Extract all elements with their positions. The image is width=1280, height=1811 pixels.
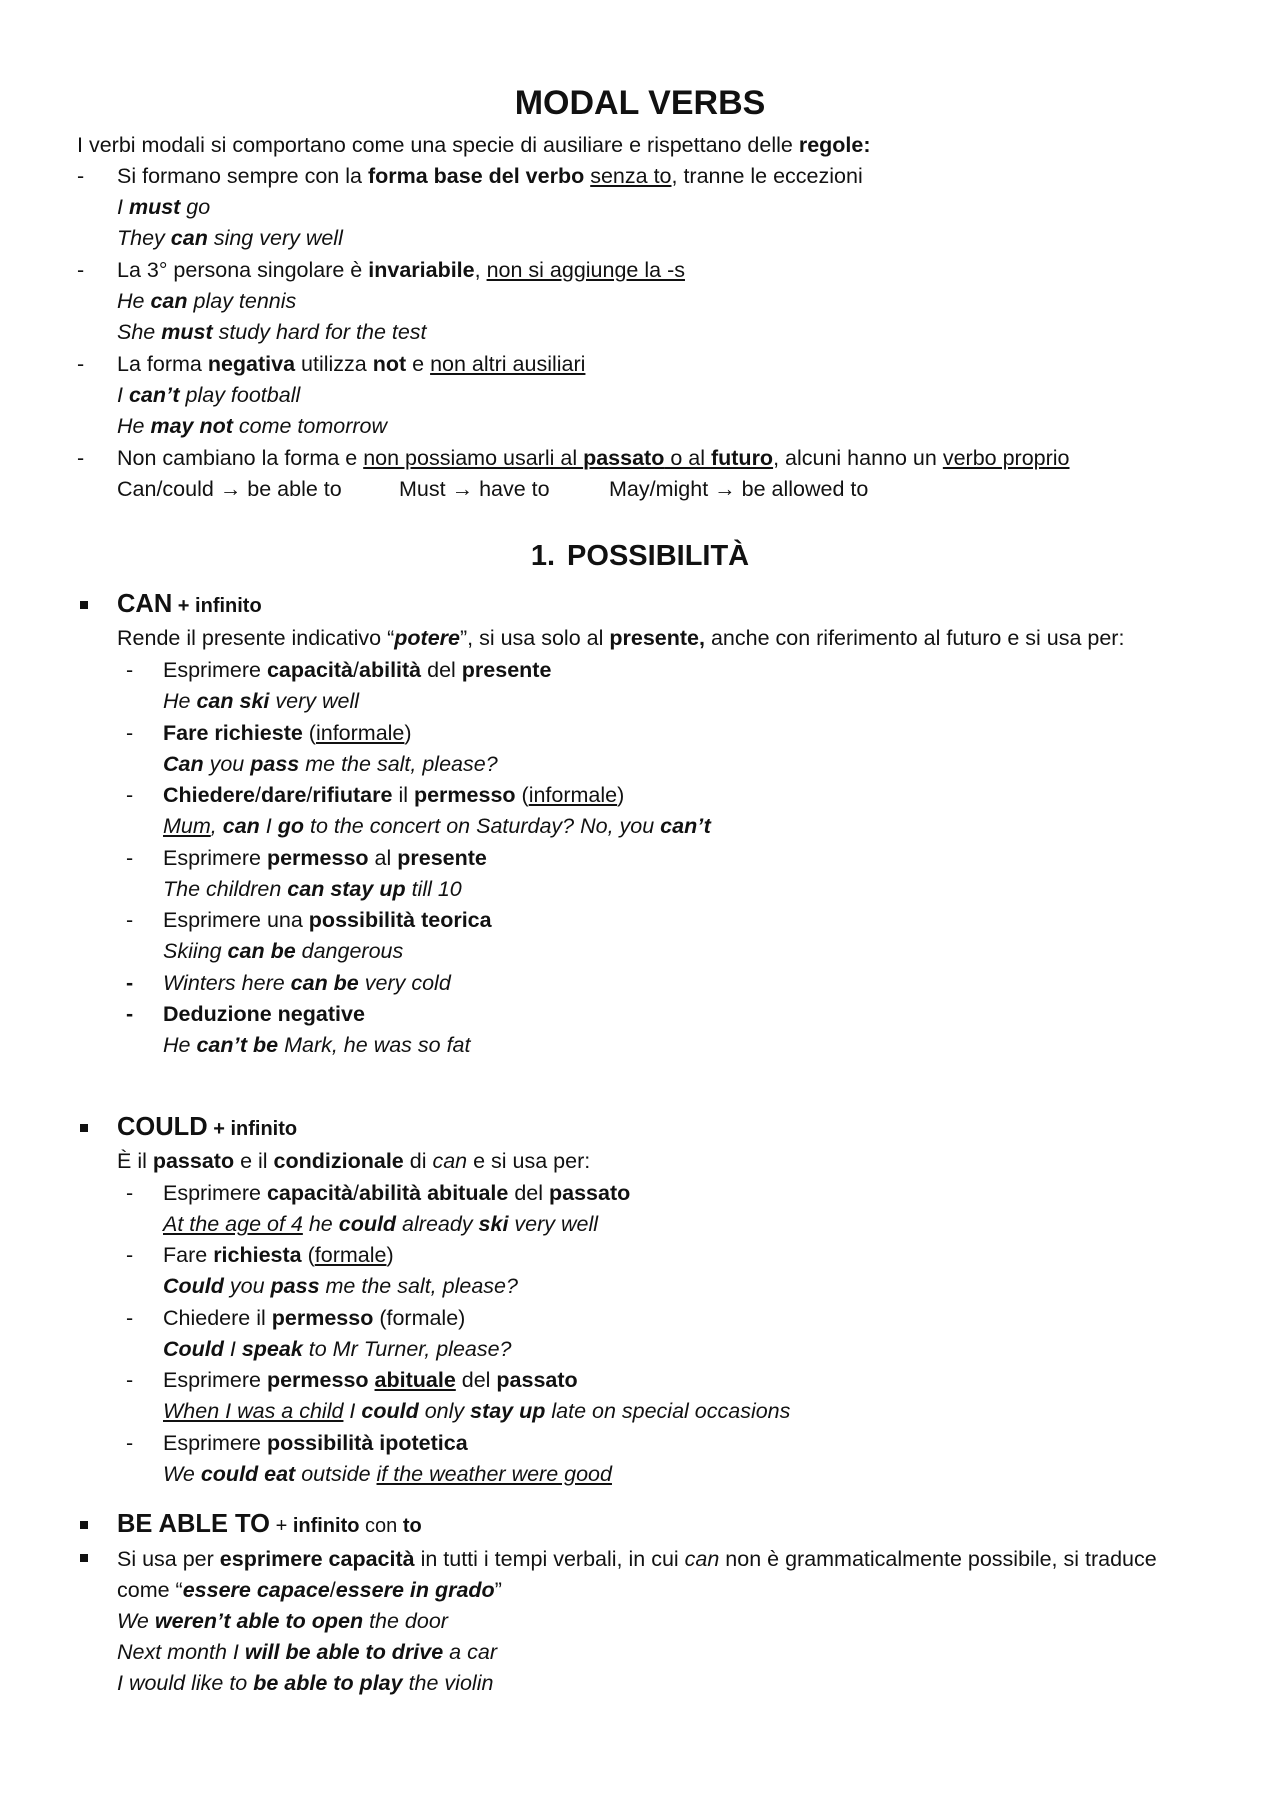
text-run: )	[404, 721, 412, 745]
text-run: He	[163, 1033, 197, 1057]
text-run: Esprimere	[163, 1431, 267, 1455]
text-run: Esprimere una	[163, 908, 309, 932]
section-heading-possibilita: 1. POSSIBILITÀ	[530, 540, 750, 572]
text-run: play tennis	[187, 289, 297, 313]
text-run: ”	[494, 1578, 502, 1602]
example-line	[117, 224, 343, 252]
text-run: permesso	[271, 1306, 374, 1330]
text-run: come “	[117, 1578, 183, 1602]
text-run: must	[161, 320, 213, 344]
text-run: presente	[461, 658, 552, 682]
text-run: La 3° persona singolare è	[117, 258, 369, 282]
text-run: ,	[474, 258, 487, 282]
use-example	[163, 812, 711, 840]
text-run: can ski	[196, 689, 270, 713]
text-run: Fare richieste	[163, 721, 303, 745]
text-run: you	[203, 752, 251, 776]
use-rule	[163, 1241, 394, 1269]
text-run: /	[306, 783, 313, 807]
text-run: del	[421, 658, 462, 682]
bullet-dash: -	[126, 971, 134, 995]
text-run: the door	[363, 1609, 448, 1633]
text-run: abituale	[374, 1368, 456, 1392]
example-line	[117, 193, 210, 221]
text-run: Si usa per	[117, 1547, 220, 1571]
use-rule	[163, 1000, 365, 1028]
text-run: forma base del verbo	[367, 164, 585, 188]
able-heading-suffix	[270, 1515, 422, 1537]
rule-line	[117, 162, 863, 190]
could-description	[117, 1147, 590, 1175]
text-run: ”, si usa solo al	[459, 626, 610, 650]
text-run: essere capace	[182, 1578, 330, 1602]
text-run: We	[117, 1609, 155, 1633]
text-run: go	[180, 195, 211, 219]
use-example	[163, 750, 498, 778]
text-run: permesso	[413, 783, 516, 807]
text-run: me the salt, please?	[299, 752, 498, 776]
text-run: very well	[508, 1212, 599, 1236]
text-run: very well	[269, 689, 359, 713]
arrow-right-icon: →	[714, 477, 736, 501]
text-run: could	[361, 1399, 419, 1423]
text-run: go	[277, 814, 304, 838]
text-run: informale	[315, 721, 405, 745]
bullet-dash: -	[77, 258, 85, 282]
square-bullet-icon	[80, 1521, 88, 1529]
text-run: Rende il presente indicativo “	[117, 626, 395, 650]
text-run: di	[403, 1149, 433, 1173]
text-run: Non cambiano la forma e	[117, 446, 364, 470]
text-run: to Mr Turner, please?	[302, 1337, 512, 1361]
use-rule	[163, 719, 412, 747]
text-run: dare	[261, 783, 307, 807]
text-run: potere	[394, 626, 460, 650]
text-run: Esprimere	[163, 658, 267, 682]
text-run: abilità abituale	[359, 1181, 509, 1205]
text-run: a car	[443, 1640, 497, 1664]
text-run: pass	[270, 1274, 320, 1298]
text-run: come tomorrow	[232, 414, 388, 438]
use-rule	[163, 1179, 630, 1207]
text-run: can’t	[128, 383, 180, 407]
text-run: can	[222, 814, 260, 838]
rule-line	[117, 256, 685, 284]
text-run: del	[455, 1368, 497, 1392]
text-run: can	[684, 1547, 720, 1571]
use-example	[163, 875, 462, 903]
equivalent-must: Must → have to	[399, 477, 550, 501]
able-description	[117, 1545, 1157, 1573]
text-run: We	[163, 1462, 201, 1486]
text-run: Winters here	[163, 971, 291, 995]
text-run: late on special occasions	[545, 1399, 791, 1423]
text-run: non altri ausiliari	[430, 352, 586, 376]
text-run: richiesta	[213, 1243, 302, 1267]
text-run: They	[117, 226, 171, 250]
text-run: must	[128, 195, 181, 219]
text-run: can be	[227, 939, 296, 963]
can-heading: CAN + infinito	[117, 590, 262, 618]
text-run: I	[223, 1337, 242, 1361]
use-example	[163, 1210, 598, 1238]
text-run: permesso	[266, 1368, 369, 1392]
text-run: may not	[150, 414, 233, 438]
text-run: (	[301, 1243, 315, 1267]
text-run: dangerous	[295, 939, 404, 963]
text-run: capacità	[266, 658, 354, 682]
use-rule	[163, 906, 492, 934]
text-run: can’t	[660, 814, 711, 838]
text-run: He	[117, 414, 151, 438]
text-run: esprimere capacità	[219, 1547, 415, 1571]
text-run: pass	[250, 752, 300, 776]
bullet-dash: -	[126, 1181, 134, 1205]
text-run: He	[117, 289, 151, 313]
text-run: Skiing	[163, 939, 228, 963]
text-run: Deduzione negative	[163, 1002, 365, 1026]
text-run: passato	[496, 1368, 578, 1392]
use-example	[163, 1335, 512, 1363]
able-heading: BE ABLE TO + infinito con to	[117, 1510, 422, 1538]
use-example	[163, 1272, 518, 1300]
bullet-dash: -	[77, 164, 85, 188]
square-bullet-icon	[80, 1124, 88, 1132]
text-run: to the concert on Saturday? No, you	[304, 814, 661, 838]
text-run: , tranne le eccezioni	[671, 164, 863, 188]
text-run: He	[163, 689, 197, 713]
can-description	[117, 624, 1124, 652]
equivalent-can: Can/could → be able to	[117, 477, 342, 501]
page-title: MODAL VERBS	[514, 84, 766, 122]
bullet-dash: -	[126, 846, 134, 870]
text-run: me the salt, please?	[319, 1274, 518, 1298]
text-run: can be	[290, 971, 359, 995]
text-run: can stay up	[287, 877, 406, 901]
text-run: can	[170, 226, 208, 250]
text-run: could eat	[200, 1462, 296, 1486]
example-line	[117, 412, 387, 440]
bullet-dash: -	[126, 783, 134, 807]
text-run: presente,	[609, 626, 705, 650]
use-example	[163, 937, 403, 965]
text-run: passato	[583, 446, 665, 470]
text-run: anche con riferimento al futuro e si usa per:	[704, 626, 1125, 650]
text-run: possibilità teorica	[308, 908, 492, 932]
text-run: Next month I	[117, 1640, 245, 1664]
text-run: passato	[549, 1181, 631, 1205]
bullet-dash: -	[77, 352, 85, 376]
text-run: can	[150, 289, 188, 313]
text-run: La forma	[117, 352, 208, 376]
text-run: e il	[234, 1149, 274, 1173]
example-line	[117, 287, 296, 315]
text-run: ski	[478, 1212, 509, 1236]
text-run: rifiutare	[312, 783, 393, 807]
text-run: She	[117, 320, 162, 344]
text-run: (	[515, 783, 529, 807]
text-run: he	[302, 1212, 339, 1236]
text-run: Can	[163, 752, 204, 776]
text-run: infinito	[292, 1515, 360, 1537]
text-run: till 10	[405, 877, 462, 901]
text-run: presente	[397, 846, 487, 870]
text-run: very cold	[358, 971, 451, 995]
square-bullet-icon	[80, 601, 88, 609]
text-run: be able to play	[253, 1671, 403, 1695]
able-description-cont	[117, 1576, 502, 1604]
text-run: study hard for the test	[212, 320, 427, 344]
text-run: can	[432, 1149, 468, 1173]
text-run: verbo proprio	[942, 446, 1070, 470]
text-run: non è grammaticalmente possibile, si traduce	[719, 1547, 1157, 1571]
text-run: È il	[117, 1149, 153, 1173]
text-run: outside	[295, 1462, 377, 1486]
text-run: Mark, he was so fat	[278, 1033, 471, 1057]
example-line	[117, 1638, 497, 1666]
bullet-dash: -	[126, 1368, 134, 1392]
text-run: abilità	[359, 658, 422, 682]
text-run: I	[259, 814, 278, 838]
text-run: del	[508, 1181, 549, 1205]
could-heading: COULD + infinito	[117, 1113, 298, 1141]
text-run: /	[255, 783, 261, 807]
use-rule	[163, 656, 551, 684]
bullet-dash: -	[126, 908, 134, 932]
text-run: con	[359, 1515, 403, 1537]
text-run: Chiedere	[163, 783, 256, 807]
text-run: +	[270, 1515, 293, 1537]
text-run: if the weather were good	[376, 1462, 612, 1486]
text-run: non si aggiunge la -s	[486, 258, 685, 282]
text-run: I	[117, 195, 129, 219]
text-run: Esprimere	[163, 1181, 267, 1205]
text-run: Chiedere il	[163, 1306, 272, 1330]
text-run: (	[302, 721, 316, 745]
text-run: utilizza	[295, 352, 373, 376]
use-rule	[163, 781, 624, 809]
use-example	[163, 1031, 471, 1059]
text-run: I	[117, 383, 129, 407]
text-run: , alcuni hanno un	[773, 446, 943, 470]
text-run: speak	[241, 1337, 303, 1361]
text-run: Si formano sempre con la	[117, 164, 368, 188]
use-rule	[163, 1304, 465, 1332]
text-run: Mum	[163, 814, 211, 838]
text-run: senza to	[590, 164, 672, 188]
example-line	[117, 1607, 448, 1635]
text-run: Esprimere	[163, 846, 267, 870]
bullet-dash: -	[126, 658, 134, 682]
text-run: permesso	[266, 846, 369, 870]
text-run: ,	[210, 814, 223, 838]
use-rule	[163, 844, 487, 872]
text-run: in tutti i tempi verbali, in cui	[414, 1547, 685, 1571]
text-run: possibilità ipotetica	[266, 1431, 468, 1455]
text-run: )	[617, 783, 625, 807]
arrow-right-icon: →	[451, 477, 474, 501]
text-run: /	[353, 1181, 359, 1205]
text-run: I would like to	[117, 1671, 254, 1695]
text-run: non possiamo usarli al	[363, 446, 584, 470]
text-run: When I was a child	[163, 1399, 344, 1423]
bullet-dash: -	[126, 1306, 134, 1330]
text-run: formale	[314, 1243, 387, 1267]
bullet-dash: -	[126, 1431, 134, 1455]
text-run: Fare	[163, 1243, 214, 1267]
text-run: weren’t able to open	[154, 1609, 364, 1633]
rule-line	[117, 350, 585, 378]
text-run: to	[402, 1515, 422, 1537]
use-rule	[163, 969, 451, 997]
rule-line	[117, 444, 1070, 472]
arrow-right-icon: →	[219, 477, 242, 501]
text-run: Could	[163, 1274, 224, 1298]
use-rule	[163, 1366, 578, 1394]
text-run: condizionale	[273, 1149, 404, 1173]
text-run: Could	[163, 1337, 224, 1361]
use-rule	[163, 1429, 468, 1457]
text-run: capacità	[266, 1181, 354, 1205]
text-run: play football	[179, 383, 301, 407]
text-run: At the age of 4	[163, 1212, 303, 1236]
use-example	[163, 1397, 790, 1425]
text-run: already	[396, 1212, 479, 1236]
text-run: stay up	[470, 1399, 546, 1423]
text-run: not	[372, 352, 407, 376]
equivalent-may: May/might → be allowed to	[609, 477, 869, 501]
text-run: will be able to drive	[244, 1640, 444, 1664]
intro-line: I verbi modali si comportano come una specie di ausiliare e rispettano delle regole:	[77, 133, 871, 157]
square-bullet-icon	[80, 1554, 88, 1562]
text-run: o al	[664, 446, 711, 470]
bullet-dash: -	[77, 446, 85, 470]
text-run: I	[343, 1399, 362, 1423]
example-line	[117, 318, 427, 346]
text-run: can’t be	[196, 1033, 279, 1057]
text-run: could	[338, 1212, 397, 1236]
text-run: )	[386, 1243, 394, 1267]
example-line	[117, 1669, 493, 1697]
text-run: negativa	[207, 352, 296, 376]
text-run: invariabile	[368, 258, 475, 282]
text-run: informale	[528, 783, 618, 807]
text-run: il	[392, 783, 414, 807]
example-line	[117, 381, 300, 409]
bullet-dash: -	[126, 1243, 134, 1267]
use-example	[163, 687, 359, 715]
text-run: passato	[152, 1149, 235, 1173]
text-run: Esprimere	[163, 1368, 267, 1392]
text-run: sing very well	[207, 226, 343, 250]
text-run: only	[418, 1399, 471, 1423]
text-run: /	[353, 658, 359, 682]
text-run: the violin	[402, 1671, 494, 1695]
text-run: /	[329, 1578, 336, 1602]
text-run: The children	[163, 877, 288, 901]
text-run: futuro	[710, 446, 774, 470]
text-run: (formale)	[373, 1306, 466, 1330]
text-run: e	[406, 352, 431, 376]
bullet-dash: -	[126, 1002, 134, 1026]
text-run: essere in grado	[335, 1578, 495, 1602]
text-run: you	[223, 1274, 271, 1298]
bullet-dash: -	[126, 721, 134, 745]
text-run: al	[368, 846, 398, 870]
use-example	[163, 1460, 612, 1488]
text-run: e si usa per:	[467, 1149, 591, 1173]
